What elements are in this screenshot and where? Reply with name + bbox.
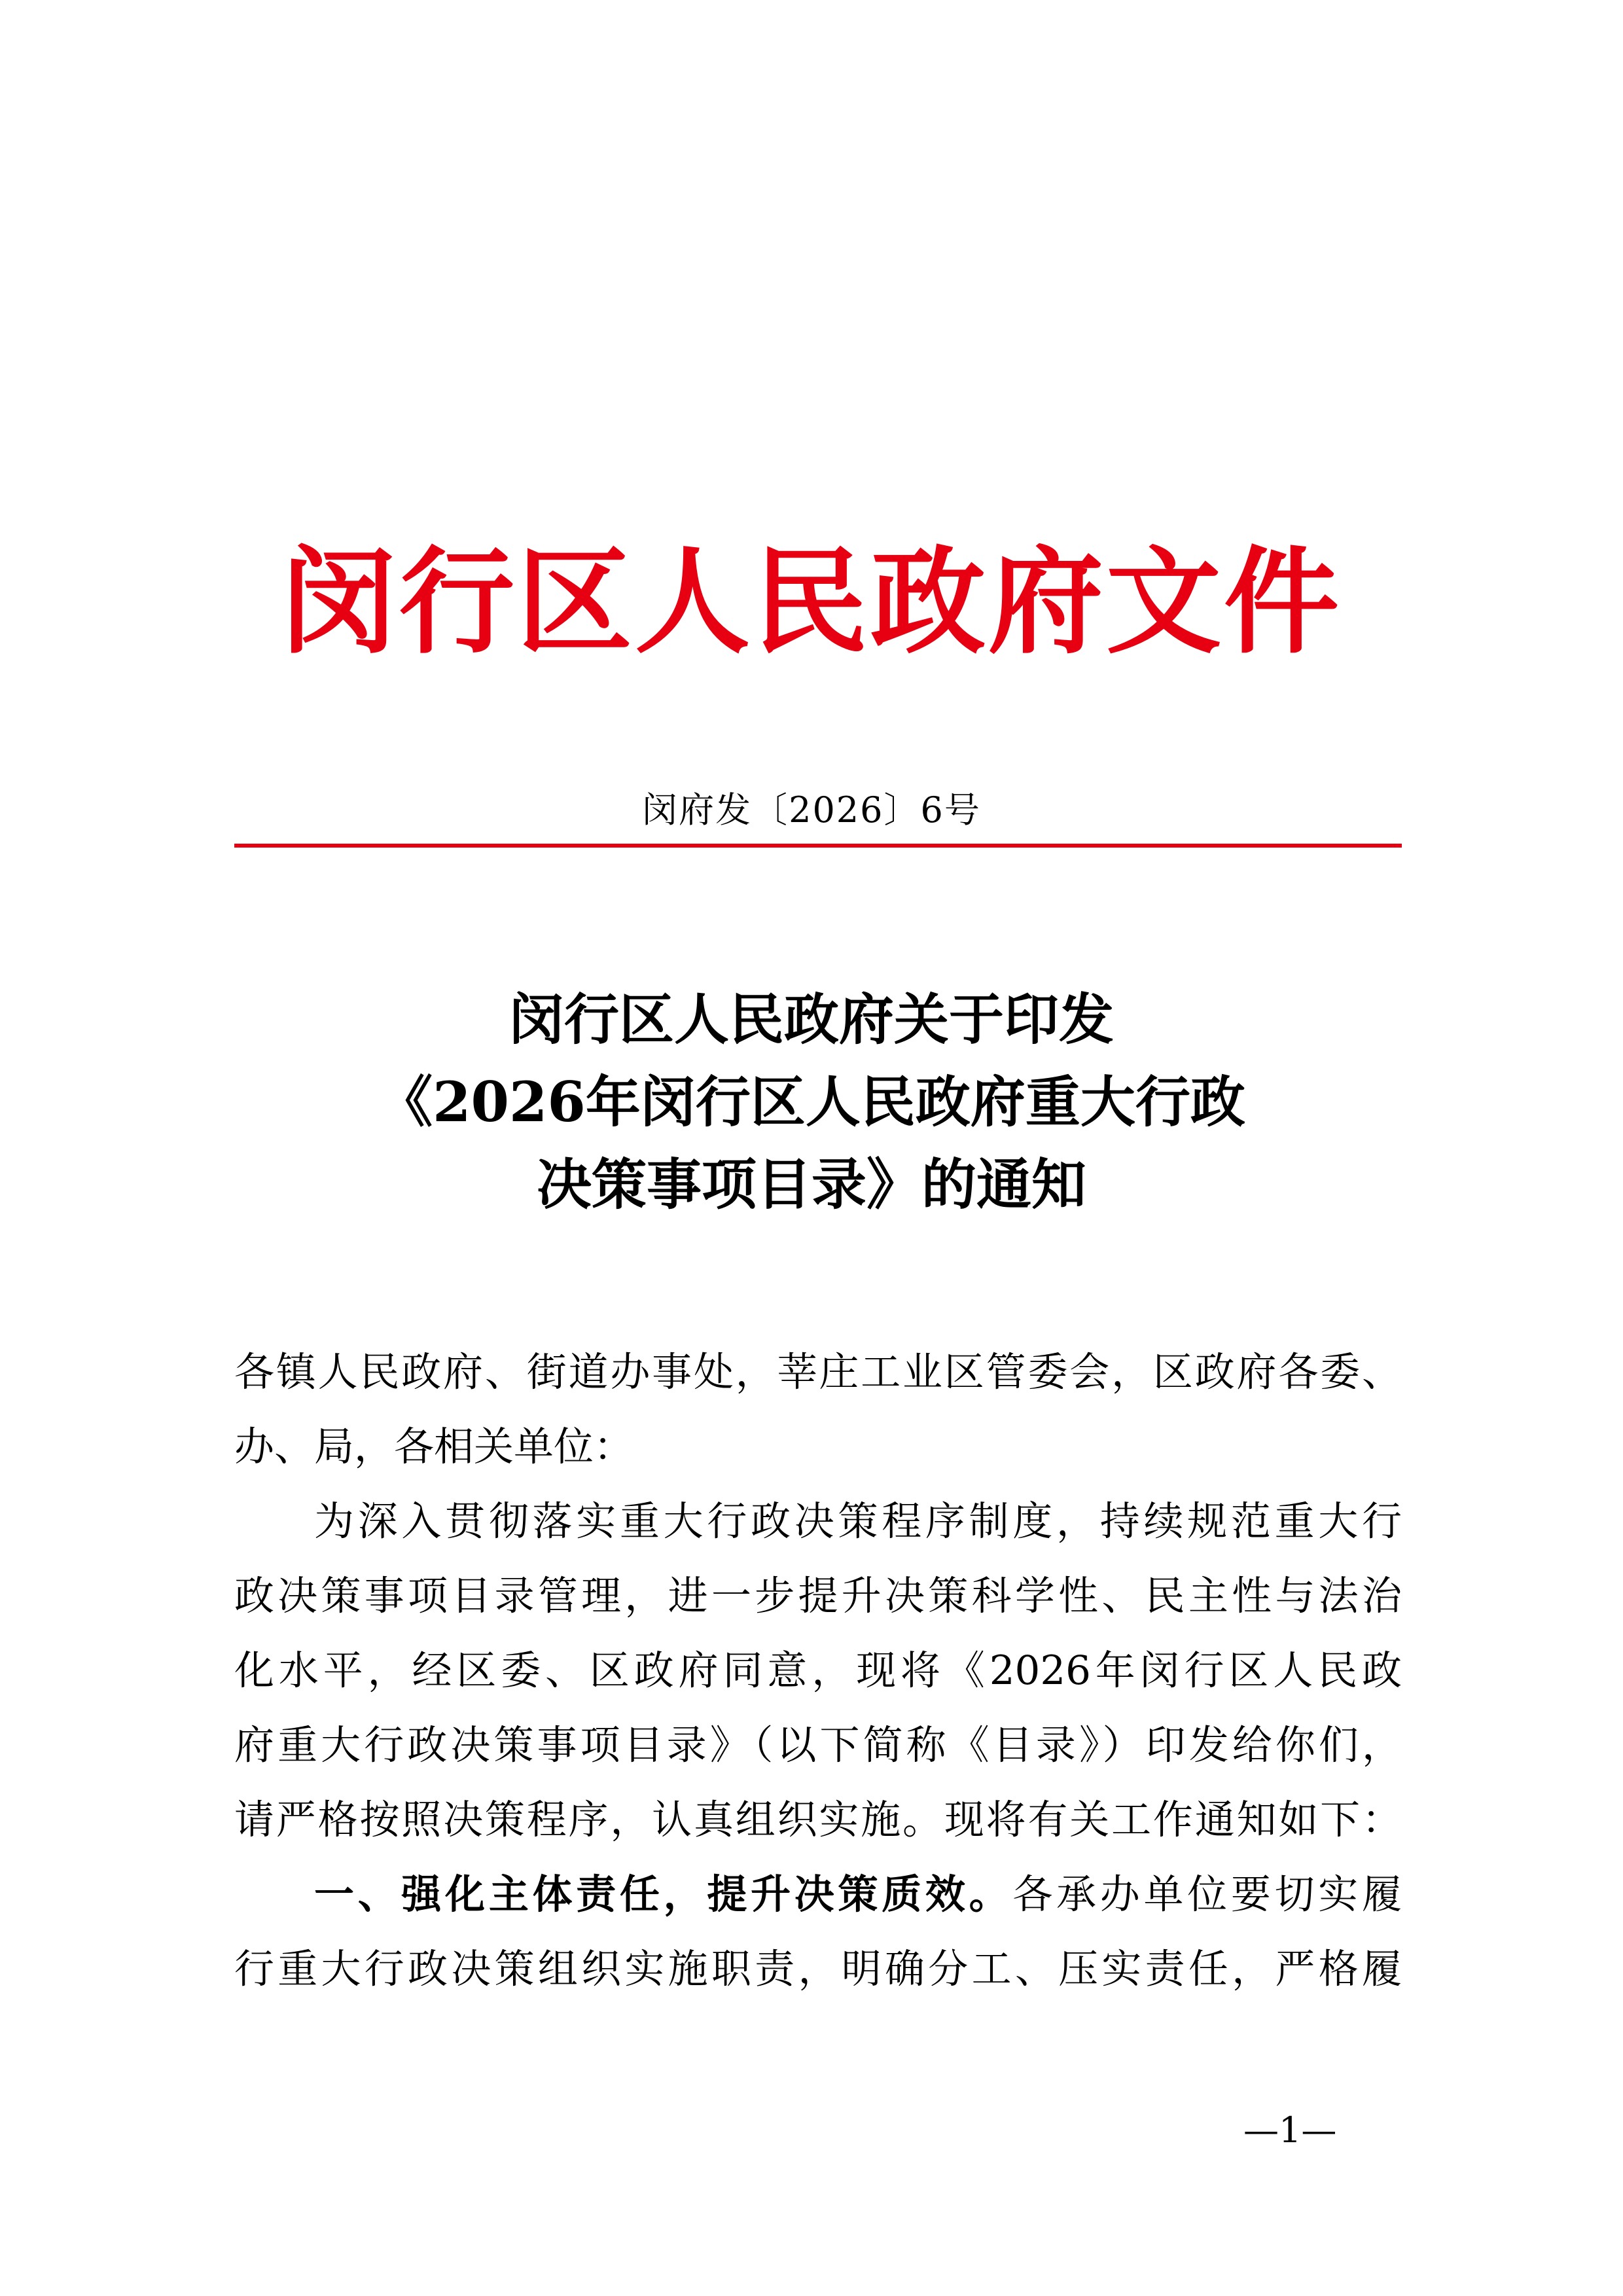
- red-divider-line: [234, 844, 1402, 848]
- addressee-line-2: 办、局，各相关单位：: [234, 1424, 634, 1470]
- paragraph1-line-2: 政决策事项目录管理，进一步提升决策科学性、民主性与法治: [234, 1573, 1402, 1619]
- document-number: 闵府发〔2026〕6号: [642, 789, 981, 831]
- title-line-2: 《2026年闵行区人民政府重大行政: [378, 1069, 1245, 1134]
- paragraph1-line-1: 为深入贯彻落实重大行政决策程序制度，持续规范重大行: [314, 1498, 1402, 1545]
- paragraph1-line-4: 府重大行政决策事项目录》（以下简称《目录》）印发给你们，: [234, 1722, 1402, 1768]
- addressee-line-1: 各镇人民政府、街道办事处，莘庄工业区管委会，区政府各委、: [234, 1349, 1402, 1395]
- paragraph1-line-3: 化水平，经区委、区政府同意，现将《2026年闵行区人民政: [234, 1647, 1402, 1694]
- section1-line1-text: 各承办单位要切实履: [1012, 1871, 1402, 1918]
- document-title: [0, 978, 1623, 1226]
- section1-line-2: 行重大行政决策组织实施职责，明确分工、压实责任，严格履: [234, 1946, 1402, 1992]
- section1-line-1: [234, 1857, 1402, 1932]
- page-number: —1—: [1243, 2109, 1337, 2151]
- title-line-1: 闵行区人民政府关于印发: [508, 987, 1114, 1052]
- title-line-3: 决策事项目录》的通知: [536, 1152, 1086, 1217]
- document-body: [234, 1335, 1402, 2007]
- section1-heading: 一、强化主体责任，提升决策质效。: [314, 1871, 1013, 1918]
- paragraph1-line-5: 请严格按照决策程序，认真组织实施。现将有关工作通知如下：: [234, 1797, 1402, 1843]
- masthead-title: 闵行区人民政府文件: [281, 534, 1342, 670]
